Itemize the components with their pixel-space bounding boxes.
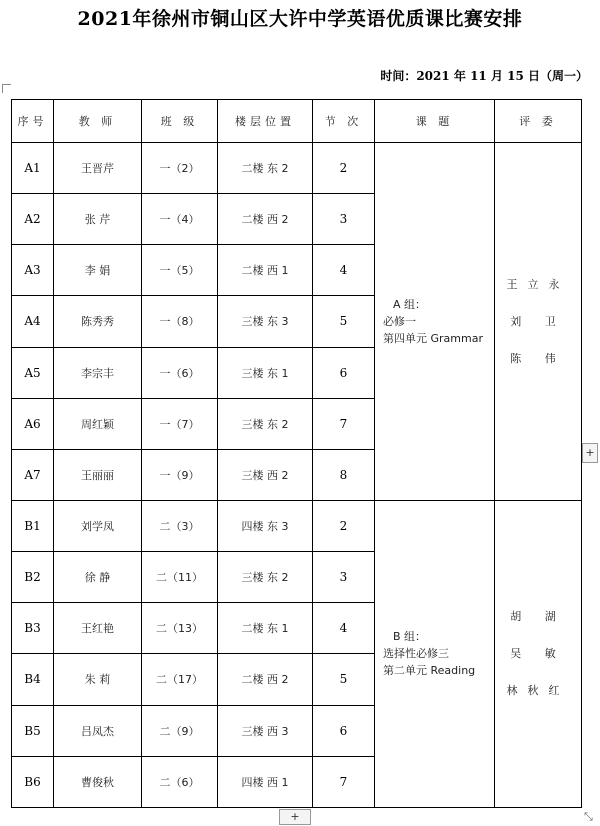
row-index: B4 (12, 654, 54, 705)
period-number: 7 (313, 756, 375, 807)
judge-name: 刘 卫 (510, 314, 566, 328)
schedule-table (11, 99, 582, 808)
row-index: A3 (12, 245, 54, 296)
schedule-date: 时间：2021 年 11 月 15 日（周一） (380, 69, 588, 83)
class-name: 一（9） (142, 449, 218, 500)
teacher-name: 吕凤杰 (54, 705, 142, 756)
header-topic: 课 题 (375, 100, 495, 143)
teacher-name: 朱 莉 (54, 654, 142, 705)
teacher-name: 张 芹 (54, 194, 142, 245)
period-number: 3 (313, 552, 375, 603)
teacher-name: 李 娟 (54, 245, 142, 296)
class-name: 二（3） (142, 500, 218, 551)
row-index: B3 (12, 603, 54, 654)
judge-name: 王立永 (506, 277, 570, 291)
room-location: 三楼 东 1 (218, 347, 313, 398)
judge-name: 吴 敏 (510, 647, 566, 661)
period-number: 4 (313, 603, 375, 654)
judges-cell (495, 500, 582, 807)
teacher-name: 陈秀秀 (54, 296, 142, 347)
room-location: 四楼 西 1 (218, 756, 313, 807)
period-number: 5 (313, 654, 375, 705)
header-location: 楼层位置 (218, 100, 313, 143)
period-number: 8 (313, 449, 375, 500)
room-location: 三楼 东 2 (218, 552, 313, 603)
period-number: 3 (313, 194, 375, 245)
teacher-name: 徐 静 (54, 552, 142, 603)
period-number: 6 (313, 347, 375, 398)
class-name: 二（6） (142, 756, 218, 807)
header-class: 班 级 (142, 100, 218, 143)
add-column-button[interactable]: + (582, 443, 598, 463)
room-location: 二楼 西 2 (218, 654, 313, 705)
teacher-name: 王晋芹 (54, 143, 142, 194)
period-number: 4 (313, 245, 375, 296)
class-name: 一（5） (142, 245, 218, 296)
row-index: A6 (12, 398, 54, 449)
room-location: 三楼 东 2 (218, 398, 313, 449)
judge-name: 胡 湖 (510, 610, 566, 624)
row-index: B5 (12, 705, 54, 756)
judge-name: 陈 伟 (510, 351, 566, 365)
class-name: 二（11） (142, 552, 218, 603)
room-location: 三楼 西 3 (218, 705, 313, 756)
judges-cell (495, 143, 582, 501)
row-index: A4 (12, 296, 54, 347)
room-location: 四楼 东 3 (218, 500, 313, 551)
class-name: 二（17） (142, 654, 218, 705)
period-number: 6 (313, 705, 375, 756)
header-row (12, 100, 582, 143)
room-location: 三楼 东 3 (218, 296, 313, 347)
header-index: 序号 (12, 100, 54, 143)
judge-name: 林秋红 (506, 684, 570, 698)
row-index: A5 (12, 347, 54, 398)
table-row (12, 143, 582, 194)
row-index: A7 (12, 449, 54, 500)
teacher-name: 周红颖 (54, 398, 142, 449)
topic-line: 必修一 (383, 314, 416, 328)
document-title: 2021年徐州市铜山区大许中学英语优质课比赛安排 (77, 8, 523, 30)
header-period: 节 次 (313, 100, 375, 143)
topic-cell (375, 500, 495, 807)
period-number: 5 (313, 296, 375, 347)
class-name: 二（9） (142, 705, 218, 756)
teacher-name: 王丽丽 (54, 449, 142, 500)
topic-line: 选择性必修三 (383, 647, 449, 661)
class-name: 一（8） (142, 296, 218, 347)
teacher-name: 李宗丰 (54, 347, 142, 398)
row-index: B6 (12, 756, 54, 807)
room-location: 二楼 东 2 (218, 143, 313, 194)
room-location: 三楼 西 2 (218, 449, 313, 500)
period-number: 2 (313, 143, 375, 194)
room-location: 二楼 西 1 (218, 245, 313, 296)
class-name: 一（6） (142, 347, 218, 398)
row-index: A1 (12, 143, 54, 194)
row-index: A2 (12, 194, 54, 245)
row-index: B2 (12, 552, 54, 603)
row-index: B1 (12, 500, 54, 551)
teacher-name: 王红艳 (54, 603, 142, 654)
period-number: 2 (313, 500, 375, 551)
add-row-button[interactable]: + (279, 809, 311, 825)
class-name: 一（4） (142, 194, 218, 245)
room-location: 二楼 西 2 (218, 194, 313, 245)
period-number: 7 (313, 398, 375, 449)
table-resize-handle[interactable]: ⤡ (584, 810, 593, 823)
topic-line: A 组： (393, 297, 427, 311)
table-move-handle[interactable] (2, 84, 11, 93)
room-location: 二楼 东 1 (218, 603, 313, 654)
topic-line: 第四单元 Grammar (383, 331, 483, 345)
topic-cell (375, 143, 495, 501)
class-name: 一（2） (142, 143, 218, 194)
header-teacher: 教 师 (54, 100, 142, 143)
class-name: 一（7） (142, 398, 218, 449)
teacher-name: 刘学凤 (54, 500, 142, 551)
class-name: 二（13） (142, 603, 218, 654)
teacher-name: 曹俊秋 (54, 756, 142, 807)
header-judges: 评 委 (495, 100, 582, 143)
table-row (12, 500, 582, 551)
topic-line: B 组： (393, 630, 427, 644)
topic-line: 第二单元 Reading (383, 664, 476, 678)
